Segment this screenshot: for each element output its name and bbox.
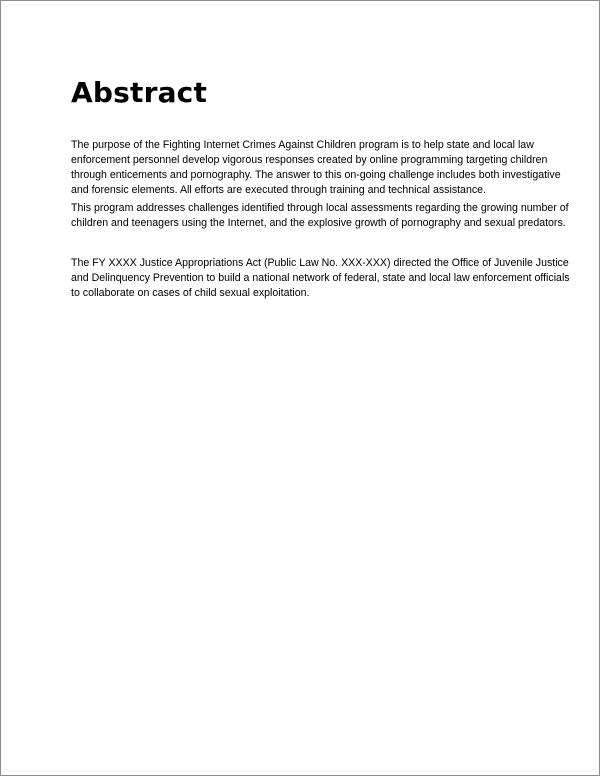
text-line: and forensic elements. All efforts are executed through training and technical assistance. (71, 184, 486, 196)
text-line: enforcement personnel develop vigorous responses created by online programming targeting children (71, 154, 548, 166)
paragraph-challenges (71, 201, 569, 231)
text-line: to collaborate on cases of child sexual exploitation. (71, 287, 310, 299)
text-line: children and teenagers using the Internet, and the explosive growth of pornography and sexual predators. (71, 217, 566, 229)
text-line: and Delinquency Prevention to build a national network of federal, state and local law enforcement officials (71, 272, 570, 284)
text-line: The FY XXXX Justice Appropriations Act (Public Law No. XXX-XXX) directed the Office of Juvenile Justice (71, 257, 569, 269)
text-line: The purpose of the Fighting Internet Crimes Against Children program is to help state and local law (71, 139, 534, 151)
text-line: through enticements and pornography. The answer to this on-going challenge includes both investigative (71, 169, 561, 181)
paragraph-appropriations (71, 256, 570, 301)
text-line: This program addresses challenges identified through local assessments regarding the growing number of (71, 202, 569, 214)
paragraph-purpose (71, 138, 561, 198)
page-title: Abstract (71, 76, 208, 109)
